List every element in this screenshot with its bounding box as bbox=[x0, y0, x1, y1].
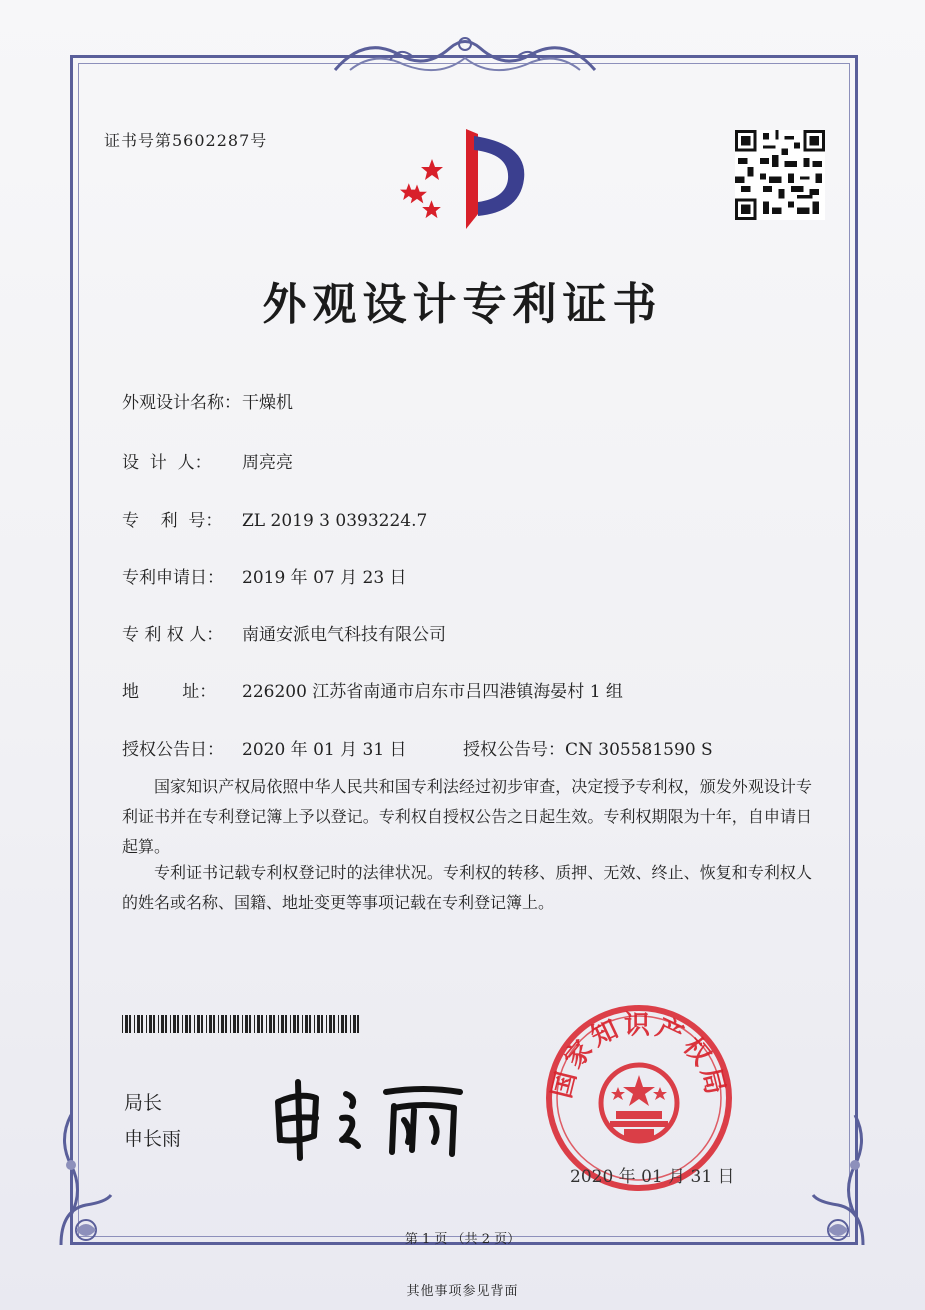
director-name: 申长雨 bbox=[124, 1128, 182, 1150]
address-label: 地 址： bbox=[122, 682, 217, 702]
patentee-label: 专 利 权 人： bbox=[122, 625, 224, 645]
seal-date: 2020 年 01 月 31 日 bbox=[570, 1167, 735, 1187]
grant-number-field bbox=[463, 735, 713, 760]
design-name-field bbox=[122, 388, 293, 413]
grant-date-value: 2020 年 01 月 31 日 bbox=[242, 740, 407, 760]
designer-label: 设 计 人： bbox=[122, 453, 212, 473]
designer-value: 周亮亮 bbox=[242, 453, 293, 473]
grant-statement-paragraph: 国家知识产权局依照中华人民共和国专利法经过初步审查，决定授予专利权，颁发外观设计专利证书并在专利登记簿上予以登记。专利权自授权公告之日起生效。专利权期限为十年，自申请日起算。 bbox=[122, 777, 812, 856]
patentee-field bbox=[122, 620, 446, 645]
design-name-label: 外观设计名称： bbox=[122, 393, 241, 413]
certificate-number: 证书号第5602287号 bbox=[104, 131, 268, 150]
address-value: 226200 江苏省南通市启东市吕四港镇海晏村 1 组 bbox=[242, 682, 623, 702]
back-page-note: 其他事项参见背面 bbox=[406, 1284, 519, 1299]
page-title: 外观设计专利证书 bbox=[262, 279, 663, 330]
page-indicator: 第 1 页 （共 2 页） bbox=[404, 1232, 521, 1247]
filing-date-label: 专利申请日： bbox=[122, 568, 224, 588]
legal-status-paragraph: 专利证书记载专利权登记时的法律状况。专利权的转移、质押、无效、终止、恢复和专利权人的姓名或名称、国籍、地址变更等事项记载在专利登记簿上。 bbox=[122, 863, 812, 912]
grant-date-label: 授权公告日： bbox=[122, 740, 224, 760]
design-name-value: 干燥机 bbox=[242, 393, 293, 413]
qr-code-icon bbox=[735, 130, 825, 220]
patent-office-emblem-icon bbox=[396, 124, 536, 234]
grant-number-label: 授权公告号： bbox=[463, 740, 565, 760]
director-signature-icon bbox=[264, 1062, 474, 1162]
filing-date-field bbox=[122, 563, 407, 588]
director-title: 局长 bbox=[124, 1092, 163, 1114]
patentee-value: 南通安派电气科技有限公司 bbox=[242, 625, 446, 645]
side-ornament-icon bbox=[840, 1110, 870, 1220]
address-field bbox=[122, 677, 623, 702]
side-ornament-icon bbox=[56, 1110, 86, 1220]
top-ornament-icon bbox=[330, 30, 600, 80]
decorative-border-inner bbox=[78, 63, 850, 1237]
patent-number-label: 专 利 号： bbox=[122, 511, 223, 531]
designer-field bbox=[122, 448, 293, 473]
patent-number-value: ZL 2019 3 0393224.7 bbox=[242, 511, 428, 531]
barcode-icon bbox=[122, 1015, 362, 1033]
patent-number-field bbox=[122, 506, 427, 531]
seal-text: 国家知识产权局 bbox=[547, 1010, 731, 1102]
grant-number-value: CN 305581590 S bbox=[565, 740, 713, 760]
filing-date-value: 2019 年 07 月 23 日 bbox=[242, 568, 407, 588]
grant-date-field bbox=[122, 735, 407, 760]
